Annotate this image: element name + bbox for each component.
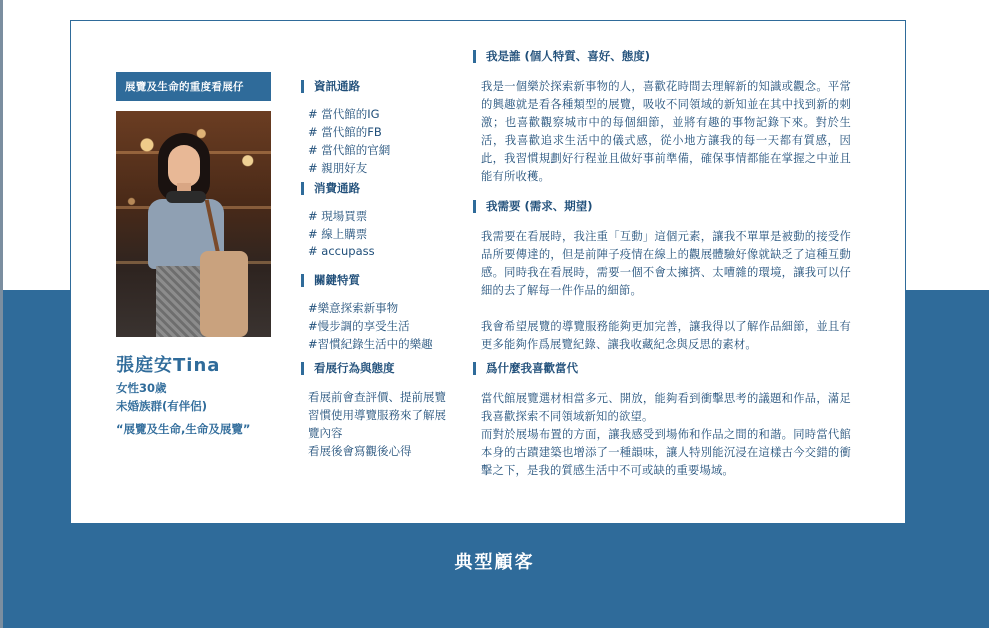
purchase-channel-item: # 現場買票 — [308, 209, 368, 223]
behavior-item: 看展前會查評價、提前展覽 — [308, 390, 446, 404]
photo-coat — [200, 251, 248, 337]
needs-paragraph: 我需要在看展時，我注重「互動」這個元素，讓我不單單是被動的接受作品所要傳達的，但是前陣子疫情在線上的觀展體驗好像就缺乏了這種互動感。同時我在看展時，需要一個不會太擁擠、太嘈雜的環境，讓我可以仔細的去了解每一件作品的細節。 — [481, 230, 851, 297]
behavior-heading: 看展行為與態度 — [301, 362, 395, 375]
traits-heading: 關鍵特質 — [301, 274, 360, 287]
trait-item: #習慣紀錄生活中的樂趣 — [308, 337, 433, 351]
info-channel-item: # 當代館的FB — [308, 125, 382, 139]
persona-motto: “展覽及生命,生命及展覽” — [116, 422, 251, 436]
persona-tag: 展覽及生命的重度看展仔 — [116, 72, 271, 101]
persona-gender-age: 女性30歲 — [116, 381, 167, 395]
why-paragraph-2: 而對於展場布置的方面，讓我感受到場佈和作品之間的和諧。同時當代館本身的古蹟建築也增添了一種韻味，讓人特別能沉浸在這樣古今交錯的衝擊之下，是我的質感生活中不可或缺的重要場域。 — [481, 428, 851, 477]
purchase-channel-item: # 線上購票 — [308, 227, 368, 241]
needs-paragraph-2: 我會希望展覽的導覽服務能夠更加完善，讓我得以了解作品細節，並且有更多能夠作爲展覽紀錄、讓我收藏紀念與反思的素材。 — [481, 320, 851, 351]
footer-title: 典型顧客 — [454, 552, 535, 573]
needs-heading: 我需要 (需求、期望) — [473, 200, 593, 213]
persona-name: 張庭安Tina — [116, 355, 221, 376]
info-channels-heading: 資訊通路 — [301, 80, 360, 93]
photo-scarf — [166, 191, 206, 203]
behavior-item: 覽內容 — [308, 426, 343, 440]
purchase-channels-heading: 消費通路 — [301, 182, 360, 195]
about-paragraph: 我是一個樂於探索新事物的人，喜歡花時間去理解新的知識或觀念。平常的興趣就是看各種類型的展覽，吸收不同領域的新知並在其中找到新的刺激；也喜歡觀察城市中的每個細節，並將有趣的事物記錄下來。對於生活，我喜歡追求生活中的儀式感，從小地方讓我的每一天都有質感，因此，我習慣規劃好行程並且做好事前準備，確保事情都能在掌握之中並且能有所收穫。 — [481, 80, 851, 183]
about-heading: 我是誰 (個人特質、喜好、態度) — [473, 50, 650, 63]
info-channel-item: # 當代館的官網 — [308, 143, 391, 157]
behavior-item: 看展後會寫觀後心得 — [308, 444, 412, 458]
purchase-channel-item: # accupass — [308, 244, 375, 258]
photo-face — [168, 145, 200, 187]
behavior-item: 習慣使用導覽服務來了解展 — [308, 408, 446, 422]
info-channel-item: # 當代館的IG — [308, 107, 380, 121]
info-channel-item: # 親朋好友 — [308, 161, 368, 175]
trait-item: #樂意探索新事物 — [308, 301, 399, 315]
trait-item: #慢步調的享受生活 — [308, 319, 410, 333]
why-heading: 爲什麼我喜歡當代 — [473, 362, 578, 375]
persona-group: 未婚族群(有伴侶) — [116, 399, 208, 413]
why-paragraph: 當代館展覽選材相當多元、開放，能夠看到衝擊思考的議題和作品，滿足我喜歡探索不同領域新知的欲望。 — [481, 392, 851, 423]
page-edge — [0, 0, 3, 628]
persona-photo — [116, 111, 271, 337]
